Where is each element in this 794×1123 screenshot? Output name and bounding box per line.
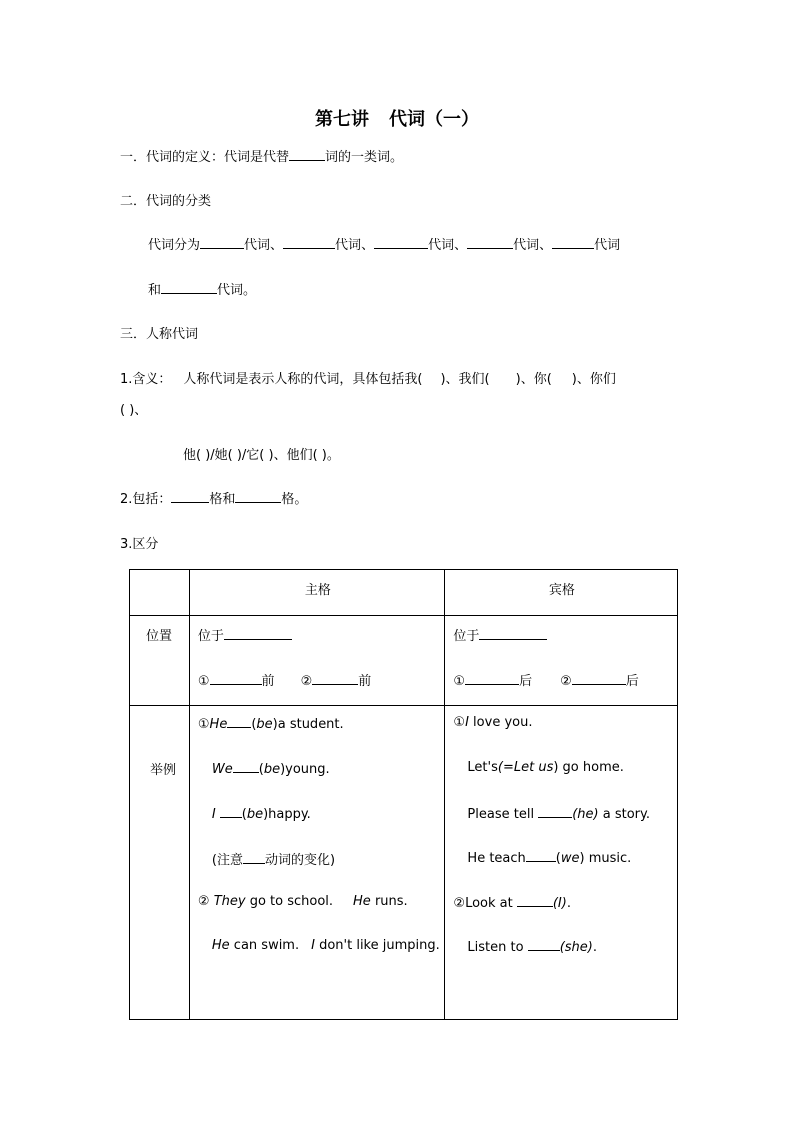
answer-blank[interactable] (224, 627, 292, 640)
obj-example-6: Listen to (she). (467, 940, 597, 955)
definition-line: 一．代词的定义：代词是代替 词的一类词。 (120, 150, 404, 165)
obj-example-4: He teach (we) music. (467, 851, 632, 866)
subj-example-6: He can swim. I don't like jumping. (211, 938, 440, 953)
answer-blank[interactable] (227, 715, 251, 728)
distinguish-label: 3.区分 (120, 537, 159, 552)
header-subjective: 主格 (304, 583, 331, 598)
subj-example-2: We (be)young. (211, 762, 330, 777)
answer-blank[interactable] (233, 760, 259, 773)
answer-blank[interactable] (243, 851, 265, 864)
table-corner-cell (130, 570, 190, 616)
row-label-position: 位置 (146, 629, 173, 644)
subj-example-3: I (be)happy. (211, 807, 311, 822)
header-objective: 宾格 (548, 583, 575, 598)
answer-blank[interactable] (200, 236, 244, 249)
includes-line: 2.包括： 格和 格。 (120, 492, 308, 507)
answer-blank[interactable] (538, 805, 572, 818)
answer-blank[interactable] (465, 672, 519, 685)
answer-blank[interactable] (210, 672, 262, 685)
subj-example-5: ② They go to school. He runs. (197, 894, 408, 909)
meaning-line-2: ( )、 (120, 403, 148, 418)
subj-position-line-2: ① 前 ② 前 (197, 674, 372, 689)
answer-blank[interactable] (479, 627, 547, 640)
obj-example-5: ②Look at (I). (453, 896, 571, 911)
row-label-examples: 举例 (150, 763, 177, 778)
answer-blank[interactable] (171, 490, 209, 503)
answer-blank[interactable] (528, 938, 560, 951)
answer-blank[interactable] (220, 805, 242, 818)
answer-blank[interactable] (572, 672, 626, 685)
answer-blank[interactable] (312, 672, 358, 685)
obj-position-line-1: 位于 (453, 625, 547, 644)
obj-position-line-2: ① 后 ② 后 (453, 674, 639, 689)
obj-example-1: ①I love you. (453, 715, 533, 730)
meaning-line: 1.含义： 人称代词是表示人称的代词，具体包括我( )、我们( )、你( )、你们 (120, 372, 616, 387)
section-heading: 二．代词的分类 (120, 194, 212, 209)
classification-line-2: 和 代词。 (148, 283, 257, 298)
answer-blank[interactable] (517, 894, 553, 907)
classification-line-1: 代词分为 代词、 代词、 代词、 代词、 代词 (148, 238, 621, 253)
answer-blank[interactable] (374, 236, 428, 249)
obj-example-2: Let's(=Let us) go home. (467, 760, 624, 775)
answer-blank[interactable] (161, 281, 217, 294)
title-lesson: 第七讲 (315, 109, 369, 130)
obj-example-3: Please tell (he) a story. (467, 807, 650, 822)
answer-blank[interactable] (467, 236, 513, 249)
meaning-line-3: 他( )/她( )/它( )、他们( )。 (183, 448, 340, 463)
answer-blank[interactable] (526, 849, 556, 862)
section-heading: 三．人称代词 (120, 327, 199, 342)
answer-blank[interactable] (289, 148, 325, 161)
subj-position-line-1: 位于 (198, 625, 292, 644)
title-topic: 代词（一） (389, 109, 479, 130)
answer-blank[interactable] (235, 490, 281, 503)
answer-blank[interactable] (283, 236, 335, 249)
subj-example-1: ①He (be)a student. (197, 717, 344, 732)
pronoun-case-table (129, 569, 678, 1020)
subj-example-note: (注意 动词的变化) (211, 853, 336, 868)
answer-blank[interactable] (552, 236, 594, 249)
page-title (0, 105, 794, 131)
